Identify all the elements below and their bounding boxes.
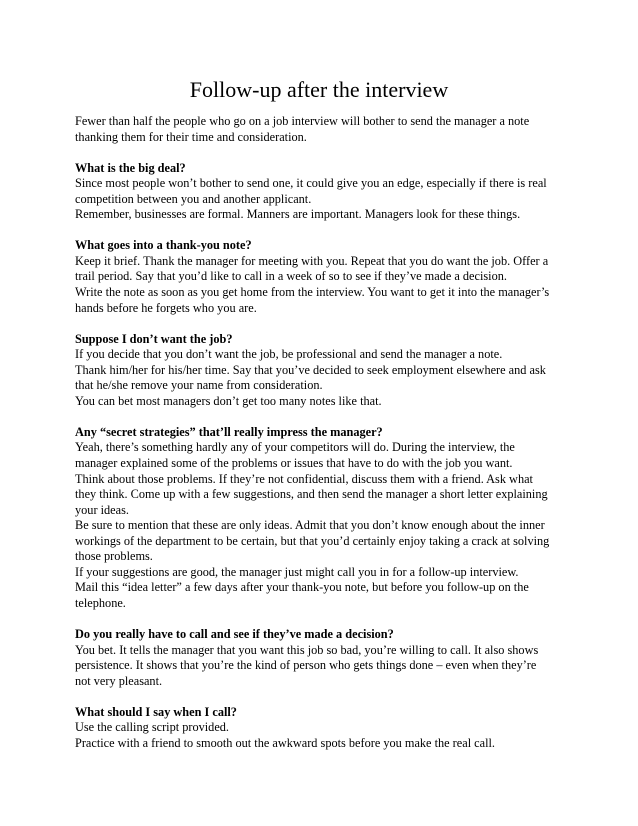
document-section <box>75 705 575 752</box>
document-section <box>75 238 575 316</box>
body-text-line: Yeah, there’s something hardly any of your competitors will do. During the interview, the <box>75 440 515 455</box>
body-text-line: You can bet most managers don’t get too many notes like that. <box>75 393 382 408</box>
section-heading: What should I say when I call? <box>75 704 237 719</box>
page-title: Follow-up after the interview <box>189 77 449 102</box>
document-section <box>75 627 575 689</box>
body-text-line: Be sure to mention that these are only ideas. Admit that you don’t know enough about the inner <box>75 518 545 533</box>
body-text-line: your ideas. <box>75 502 129 517</box>
document-section <box>75 425 575 612</box>
body-text-line: manager explained some of the problems or issues that have to do with the job you want. <box>75 456 513 471</box>
body-text-line: Remember, businesses are formal. Manners are important. Managers look for these things. <box>75 207 521 222</box>
body-text-line: You bet. It tells the manager that you want this job so bad, you’re willing to call. It also shows <box>75 642 539 657</box>
document-section <box>75 332 575 410</box>
body-text-line: that he/she remove your name from consideration. <box>75 378 323 393</box>
document-body <box>75 114 575 767</box>
body-text-line: thanking them for their time and consideration. <box>75 129 307 144</box>
body-text-line: trail period. Say that you’d like to call in a week of so to see if they’ve made a decision. <box>75 269 507 284</box>
body-text-line: If your suggestions are good, the manager just might call you in for a follow-up interview. <box>75 564 519 579</box>
body-text-line: Think about those problems. If they’re not confidential, discuss them with a friend. Ask what <box>75 471 533 486</box>
body-text-line: Write the note as soon as you get home from the interview. You want to get it into the manager’s <box>75 285 550 300</box>
body-text-line: hands before he forgets who you are. <box>75 300 257 315</box>
section-heading: What goes into a thank-you note? <box>75 238 252 253</box>
section-heading: What is the big deal? <box>75 160 186 175</box>
body-text-line: Mail this “idea letter” a few days after your thank-you note, but before you follow-up on the <box>75 580 529 595</box>
body-text-line: Thank him/her for his/her time. Say that you’ve decided to seek employment elsewhere and ask <box>75 362 546 377</box>
body-text-line: Use the calling script provided. <box>75 720 230 735</box>
body-text-line: Since most people won’t bother to send one, it could give you an edge, especially if there is real <box>75 176 547 191</box>
body-text-line: persistence. It shows that you’re the kind of person who gets things done – even when they’re <box>75 658 537 673</box>
body-text-line: those problems. <box>75 549 153 564</box>
body-text-line: If you decide that you don’t want the job, be professional and send the manager a note. <box>75 347 503 362</box>
section-heading: Any “secret strategies” that’ll really impress the manager? <box>75 424 383 439</box>
document-section <box>75 114 575 145</box>
body-text-line: telephone. <box>75 595 126 610</box>
body-text-line: workings of the department to be certain, but that you’d certainly enjoy taking a crack at solving <box>75 533 550 548</box>
section-heading: Suppose I don’t want the job? <box>75 331 233 346</box>
section-heading: Do you really have to call and see if they’ve made a decision? <box>75 627 394 642</box>
body-text-line: they think. Come up with a few suggestions, and then send the manager a short letter explaining <box>75 487 548 502</box>
body-text-line: competition between you and another applicant. <box>75 191 312 206</box>
body-text-line: Practice with a friend to smooth out the awkward spots before you make the real call. <box>75 735 496 750</box>
body-text-line: Keep it brief. Thank the manager for meeting with you. Repeat that you do want the job. Offer a <box>75 253 549 268</box>
body-text-line: not very pleasant. <box>75 673 163 688</box>
document-section <box>75 161 575 223</box>
body-text-line: Fewer than half the people who go on a job interview will bother to send the manager a note <box>75 114 530 128</box>
